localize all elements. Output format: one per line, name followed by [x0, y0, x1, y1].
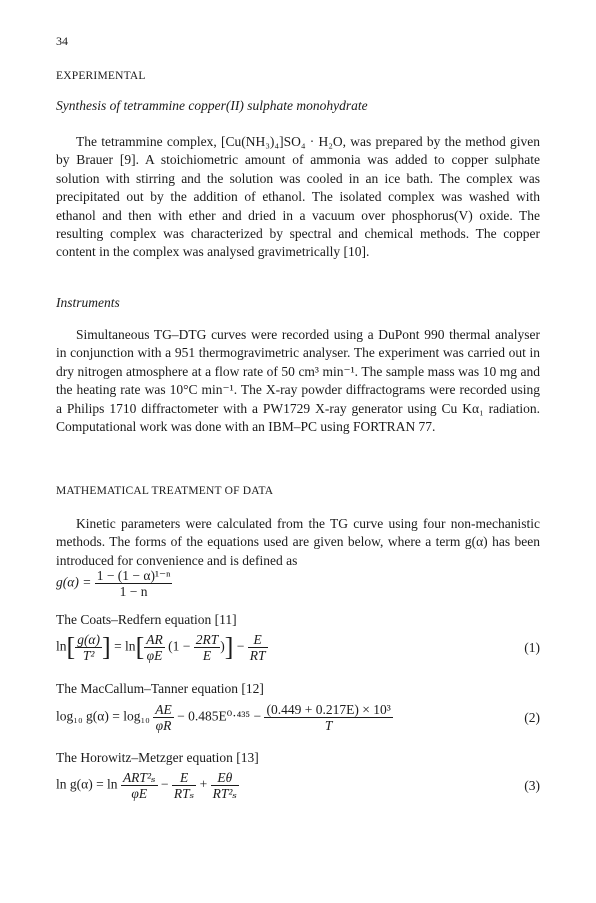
eq2-frac-a [153, 702, 174, 733]
eq0-denominator: 1 − n [119, 584, 148, 599]
equation-1 [56, 632, 540, 668]
eq1-bracket2-open-icon: [ [135, 632, 145, 662]
eq3-frac-b [172, 770, 196, 801]
eq1-minus: − [236, 638, 245, 654]
eq1-bracket-close-icon: ] [102, 632, 111, 662]
eq3-m1: − [160, 776, 169, 792]
eq3-frac-a [121, 770, 158, 801]
eq2-number: (2) [524, 710, 540, 725]
eq1-paren: (1 − [168, 638, 191, 654]
eq0-lhs: g(α) = [56, 574, 92, 590]
eq1-num-a: g(α) [77, 632, 101, 647]
eq1-frac-d [248, 632, 268, 663]
label-maccallum-tanner: The MacCallum–Tanner equation [12] [56, 681, 264, 696]
equation-3 [56, 770, 540, 806]
subheading-instruments: Instruments [56, 295, 120, 310]
eq1-bracket-open-icon: [ [66, 632, 76, 662]
eq1-num-c: 2RT [195, 632, 219, 647]
section-heading-experimental: EXPERIMENTAL [56, 70, 146, 82]
eq2-num-a: AE [155, 702, 172, 717]
equation-g-alpha [56, 568, 540, 604]
eq1-ln: ln [56, 638, 67, 654]
eq3-den-b: RTₛ [173, 786, 195, 801]
page-number: 34 [56, 34, 68, 48]
eq1-frac-c [194, 632, 221, 663]
eq1-den-d: RT [249, 648, 266, 663]
eq1-num-d: E [248, 632, 268, 648]
eq1-den-c: E [202, 648, 212, 663]
eq2-frac-b [264, 702, 392, 733]
eq1-frac-b [144, 632, 165, 663]
eq3-p1: + [199, 776, 208, 792]
eq1-close: ) [220, 638, 225, 654]
eq3-num-b: E [172, 770, 196, 786]
section-heading-math: MATHEMATICAL TREATMENT OF DATA [56, 485, 274, 497]
eq1-frac-a [75, 632, 102, 663]
eq2-den-a: φR [155, 718, 172, 733]
eq3-frac-c [211, 770, 239, 801]
eq0-numerator: 1 − (1 − α)¹⁻ⁿ [96, 568, 171, 583]
subheading-synthesis: Synthesis of tetrammine copper(II) sulphate monohydrate [56, 98, 368, 113]
eq3-den-c: RT²ₛ [212, 786, 237, 801]
eq3-lhs: ln g(α) = ln [56, 776, 118, 792]
eq3-den-a: φE [131, 786, 148, 801]
paragraph-math: Kinetic parameters were calculated from the TG curve using four non-mechanistic methods. The forms of the equations used are given below, where a term g(α) has been introduced for convenience and is defined as [56, 516, 540, 568]
equation-2 [56, 702, 540, 738]
eq3-num-a: ART²ₛ [122, 770, 156, 785]
paragraph-instruments: Simultaneous TG–DTG curves were recorded using a DuPont 990 thermal analyser in conjunction with a 951 thermogravimetric analyser. The experiment was carried out in dry nitrogen atmosphere at a flow rate of 50 cm³ min⁻¹. The sample mass was 10 mg and the heating rate was 10°C min⁻¹. The X-ray powder diffractograms were recorded using a Philips 1710 diffractometer with a PW1729 X-ray generator using Cu Kα₁ radiation. Computational work was done with an IBM–PC using FORTRAN 77. [56, 327, 540, 435]
eq0-fraction [95, 568, 173, 599]
eq1-mid: = ln [114, 638, 136, 654]
eq1-number: (1) [524, 640, 540, 655]
label-horowitz-metzger: The Horowitz–Metzger equation [13] [56, 750, 259, 765]
eq2-num-b: (0.449 + 0.217E) × 10³ [266, 702, 391, 717]
eq1-bracket2-close-icon: ] [224, 632, 234, 662]
eq2-lhs: log₁₀ g(α) = log₁₀ [56, 708, 150, 724]
eq3-number: (3) [524, 778, 540, 793]
eq2-mid: − 0.485E⁰·⁴³⁵ − [177, 708, 262, 724]
label-coats-redfern: The Coats–Redfern equation [11] [56, 612, 237, 627]
eq2-den-b: T [324, 718, 333, 733]
eq1-den-b: φE [146, 648, 163, 663]
paragraph-synthesis: The tetrammine complex, [Cu(NH₃)₄]SO₄ · H₂O, was prepared by the method given by Brauer [9]. A stoichiometric amount of ammonia was added to copper sulphate solution with stirring and the solution was cooled in an ice bath. The complex was precipitated out by the addition of ethanol. The isolated complex was washed with ethanol and then with ether and dried in a vacuum over phosphorus(V) oxide. The resulting complex was characterized by spectral and chemical methods. The copper content in the complex was analysed gravimetrically [10]. [56, 134, 540, 260]
eq3-num-c: Eθ [211, 770, 239, 786]
eq1-num-b: AR [146, 632, 163, 647]
eq1-den-a: T² [82, 648, 95, 663]
